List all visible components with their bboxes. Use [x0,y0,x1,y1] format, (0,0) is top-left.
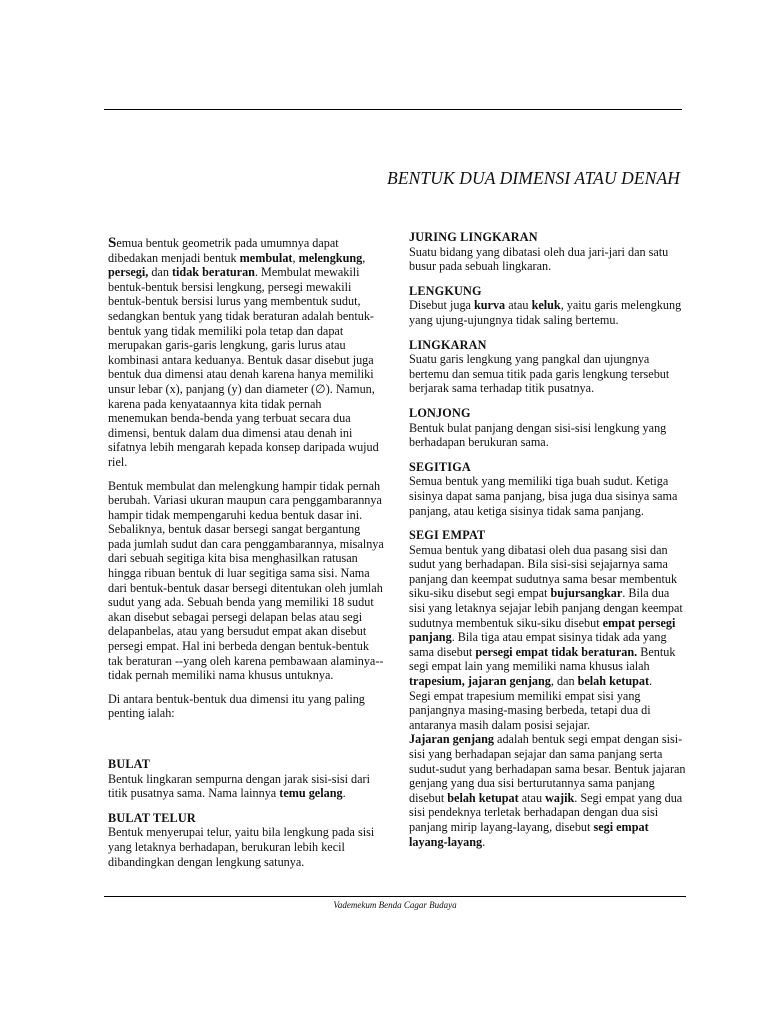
text-run: emua bentuk geometrik pada umumnya dapat dibedakan menjadi bentuk [108,236,339,265]
text-run: , dan [550,674,578,689]
entry-segitiga [409,460,687,518]
text-run: , yaitu garis melengkung yang ujung-ujungnya tidak saling bertemu. [409,298,682,327]
entry-body [409,298,687,327]
text-run: , [362,250,366,265]
spacer [108,730,384,757]
entry-bulat [108,757,384,801]
text-run: , [292,250,299,265]
page-title: BENTUK DUA DIMENSI ATAU DENAH [387,168,680,188]
text-run: . Segi empat yang dua sisi pendeknya terletak berhadapan dengan dua sisi panjang mirip layang-layang, disebut [409,790,683,834]
entry-juring-lingkaran [409,230,687,274]
intro-paragraph [108,236,384,470]
entry-segi-empat [409,528,687,849]
bold-term: kurva [474,298,506,313]
entry-body [409,352,687,396]
entry-body [108,772,384,801]
entry-body [409,543,687,849]
entry-bulat-telur [108,811,384,869]
entry-heading: SEGITIGA [409,459,471,474]
bold-term: melengkung [298,250,363,265]
text-run: Semua bentuk yang dibatasi oleh dua pasang sisi dan sudut yang berhadapan. Bila sisi-sisi sejajarnya sama panjang dan keempat sudutnya sama besar membentuk siku-siku disebut segi empat [409,542,678,601]
text-run: . Bila tiga atau empat sisinya tidak ada yang sama disebut [409,630,667,659]
entry-lingkaran [409,338,687,396]
paragraph-3: Di antara bentuk-bentuk dua dimensi itu yang paling penting ialah: [108,691,365,721]
text-run: Bentuk lingkaran sempurna dengan jarak sisi-sisi dari titik pusatnya sama. Nama lainnya [108,771,370,801]
entry-body [409,245,687,274]
bold-term: keluk [531,298,561,313]
bold-term: tidak beraturan [171,265,255,280]
text-run: Bentuk bulat panjang dengan sisi-sisi lengkung yang berhadapan berukuran sama. [409,420,667,450]
left-column [108,236,384,879]
text-run: Suatu bidang yang dibatasi oleh dua jari-jari dan satu busur pada sebuah lingkaran. [409,244,669,274]
entry-lengkung [409,284,687,328]
bold-term: bujursangkar [550,586,623,601]
text-run: adalah bentuk segi empat dengan sisi-sisi yang berhadapan sejajar dan sama panjang serta sudut-sudut yang berhadapan sama besar. Bentuk jajaran genjang yang dua sisi berturutannya sama panjang disebut [409,732,686,805]
entry-lonjong [409,406,687,450]
entry-heading: SEGI EMPAT [409,528,486,543]
text-run: Segi empat trapesium memiliki empat sisi yang panjangnya masing-masing berbeda, tetapi dua di antaranya masih dalam posisi sejajar. [409,688,651,732]
text-run: Bentuk menyerupai telur, yaitu bila lengkung pada sisi yang letaknya berhadapan, berukuran lebih kecil dibandingkan dengan lengkung satunya. [108,825,375,869]
entry-body [409,474,687,518]
bold-term: persegi, [108,265,149,280]
text-run: Semua bentuk yang memiliki tiga buah sudut. Ketiga sisinya dapat sama panjang, bisa juga dua sisinya sama panjang, atau ketiga sisinya tidak sama panjang. [409,474,678,518]
bold-term: trapesium, jajaran genjang [409,674,551,689]
running-footer: Vademekum Benda Cagar Budaya [333,900,457,910]
entry-heading: LONJONG [409,405,471,420]
text-run: Bentuk segi empat lain yang memiliki nama khusus ialah [409,644,676,674]
text-run: . [342,786,346,801]
right-column [409,230,687,859]
bold-term: wajik [545,790,575,805]
bold-term: persegi empat tidak beraturan. [475,644,638,659]
bold-term: belah ketupat [447,790,519,805]
text-run: . [649,674,653,689]
text-run: . Membulat mewakili bentuk-bentuk bersisi lengkung, persegi mewakili bentuk-bentuk bersisi lurus yang membentuk sudut, sedangkan bentuk yang tidak beraturan adalah bentuk-bentuk yang tidak memiliki pola tetap dan dapat merupakan garis-garis lengkung, garis lurus atau kombinasi antara keduanya. Bentuk dasar disebut juga bentuk dua dimensi atau denah karena hanya memiliki unsur lebar (x), panjang (y) dan diameter (∅). Namun, karena pada kenyataannya kita tidak pernah menemukan benda-benda yang terbuat secara dua dimensi, bentuk dalam dua dimensi atau denah ini sifatnya lebih mengarah kepada konsep daripada wujud riel. [108,265,379,469]
bold-term: temu gelang [279,786,343,801]
bold-term: segi empat layang-layang [409,819,649,849]
text-run: . Bila dua sisi yang letaknya sejajar lebih panjang dengan keempat sudutnya membentuk siku-siku disebut [409,586,683,630]
bold-term: belah ketupat [577,674,650,689]
drop-cap: S [108,235,117,251]
bold-term: membulat [239,250,293,265]
entry-heading: JURING LINGKARAN [409,230,538,244]
text-run: atau [518,790,546,805]
paragraph-2: Bentuk membulat dan melengkung hampir tidak pernah berubah. Variasi ukuran maupun cara penggambarannya hampir tidak mempengaruhi kedua bentuk dasar ini. Sebaliknya, bentuk dasar bersegi sangat bergantung pada jumlah sudut dan cara penggambarannya, misalnya dari sebuah segitiga kita bisa menghasilkan ratusan hingga ribuan bentuk di luar segitiga sama sisi. Nama dari bentuk-bentuk dasar bersegi ditentukan oleh jumlah sudut yang ada. Sebuah benda yang memiliki 18 sudut akan disebut sebagai persegi delapan belas atau segi delapanbelas, atau yang bersudut empat akan disebut persegi empat. Hal ini berbeda dengan bentuk-bentuk tak beraturan --yang oleh karena pembawaan alaminya-- tidak pernah memiliki nama khusus untuknya. [108,478,384,683]
entry-heading: BULAT TELUR [108,810,196,825]
entry-heading: LINGKARAN [409,337,487,352]
text-run: . [482,834,486,849]
bold-term: Jajaran genjang [409,732,494,747]
text-run: atau [505,298,532,313]
text-run: dan [148,265,172,280]
bold-term: empat persegi panjang [409,615,676,645]
entry-heading: LENGKUNG [409,283,482,298]
text-run: Disebut juga [409,298,474,313]
entry-heading: BULAT [108,757,151,771]
entry-body [409,421,687,450]
text-run: Suatu garis lengkung yang pangkal dan ujungnya bertemu dan semua titik pada garis lengkung tersebut berjarak sama terhadap titik pusatnya. [409,352,670,396]
bottom-rule [104,896,686,897]
intro-body [108,236,379,469]
top-rule [104,109,682,110]
entry-body [108,825,384,869]
